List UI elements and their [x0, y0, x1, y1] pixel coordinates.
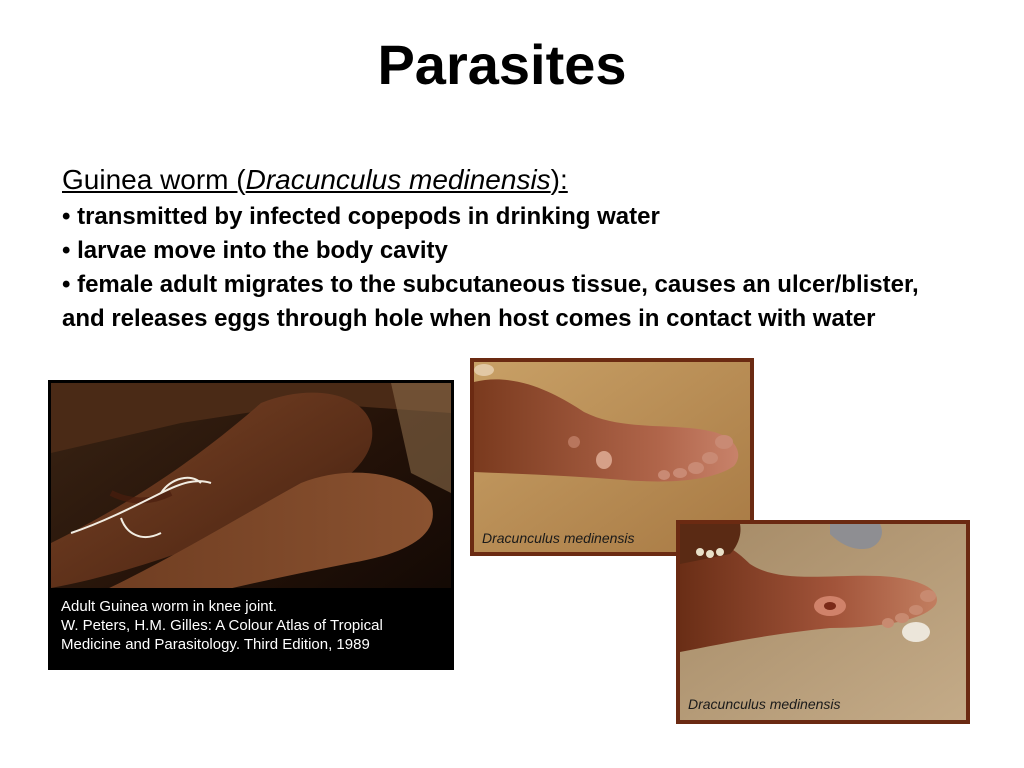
photo-foot-ulcer — [676, 520, 970, 724]
knee-caption-line-2: W. Peters, H.M. Gilles: A Colour Atlas of Tropical — [61, 617, 383, 634]
knee-caption-line-1: Adult Guinea worm in knee joint. — [61, 598, 277, 615]
knee-caption-line-3: Medicine and Parasitology. Third Edition, 1989 — [61, 636, 370, 653]
knee-caption — [61, 597, 441, 654]
foot-ulcer-illustration — [680, 524, 966, 720]
bullet-female-adult: • female adult migrates to the subcutaneous tissue, causes an ulcer/blister, and releases eggs through hole when host comes in contact with water — [62, 271, 919, 332]
bullet-larvae: • larvae move into the body cavity — [62, 237, 448, 264]
bullet-transmission: • transmitted by infected copepods in drinking water — [62, 203, 660, 230]
slide-title: Parasites — [377, 33, 627, 96]
heading-prefix: Guinea worm ( — [62, 164, 246, 195]
photo-knee-worm — [48, 380, 454, 670]
heading-latin-name: Dracunculus medinensis — [245, 164, 551, 195]
slide-content — [62, 160, 962, 336]
heading-suffix: ): — [550, 164, 568, 195]
section-heading — [62, 160, 962, 200]
foot-top-caption: Dracunculus medinensis — [482, 530, 635, 546]
foot-bottom-caption: Dracunculus medinensis — [688, 696, 841, 712]
